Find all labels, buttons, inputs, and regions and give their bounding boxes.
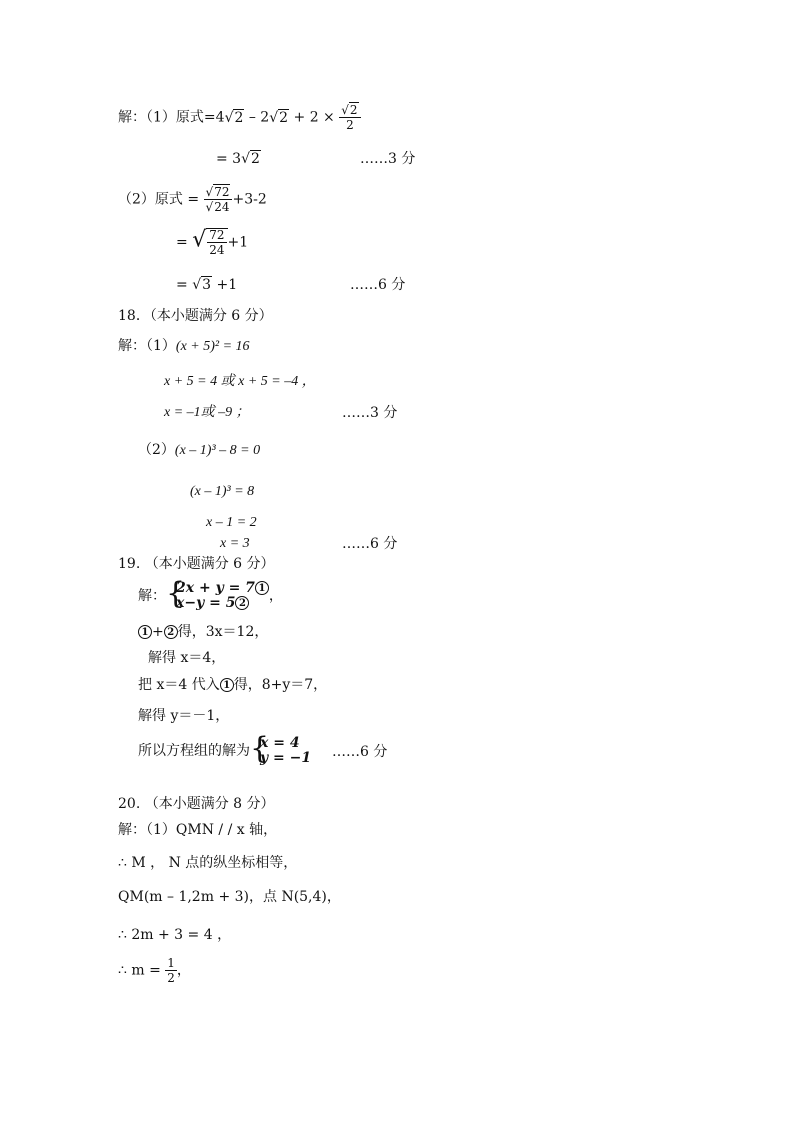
q18-line-6: x – 1 = 2 (206, 515, 257, 530)
circled-2: 2 (164, 625, 178, 639)
fraction: $\frac{1}{2}$ (167, 956, 175, 985)
score-label: ……6 分 (342, 536, 398, 552)
sqrt: √2 (269, 109, 289, 126)
score-label: ……3 分 (342, 405, 398, 421)
q18-line-3: x = –1或 –9 ； (164, 405, 250, 420)
q18-line-5: (x – 1)³ = 8 (190, 484, 255, 499)
q19-line-5: 解得 y＝－1， (138, 708, 230, 724)
circled-1: 1 (220, 678, 234, 692)
question-20-header: 20. （本小题满分 8 分） (118, 796, 275, 812)
score-label: ……3 分 (360, 151, 416, 167)
sqrt: √ $\frac{72}{24}$ (192, 228, 227, 256)
score-label: ……6 分 (350, 277, 406, 293)
q19-system: 解： { 2x + y = 7 1 x−y = 5 2 ， (138, 576, 283, 611)
q18-line-7: x = 3 (220, 536, 250, 551)
label: 解：（1）原式= (118, 109, 216, 126)
fraction: $\frac{√2}{2}$ (339, 104, 360, 131)
circled-1: 1 (255, 581, 269, 595)
solution-line-4: = √ $\frac{72}{24}$ +1 (176, 227, 249, 257)
q20-line-1: 解：（1）QMN / / x 轴， (118, 822, 278, 838)
solution-line-1: 解：（1）原式=4√2 – 2√2 + 2 × $\frac{√2}{2}$ (118, 104, 361, 131)
q19-line-6: 所以方程组的解为 { x = 4 y = −1 (138, 731, 312, 766)
q18-line-4: （2）(x – 1)³ – 8 = 0 (138, 442, 261, 458)
score-label: ……6 分 (332, 744, 388, 760)
solution-line-2: = 3√2 (216, 151, 260, 167)
q20-line-4: ∴ 2m + 3 = 4 ， (118, 927, 232, 943)
q18-line-2: x + 5 = 4 或 x + 5 = –4 ， (164, 374, 316, 389)
circled-2: 2 (235, 596, 249, 610)
circled-1: 1 (138, 625, 152, 639)
question-18-header: 18．（本小题满分 6 分） (118, 308, 273, 324)
q20-line-3: QM(m – 1,2m + 3)，点 N(5,4)， (118, 889, 341, 905)
fraction: $\frac{√72}{√24}$ (204, 186, 233, 213)
q19-line-3: 解得 x＝4， (148, 650, 226, 666)
sqrt: √2 (224, 109, 244, 126)
q19-line-2: 1 + 2 得，3x＝12， (138, 625, 268, 639)
q20-line-5: ∴ m = $\frac{1}{2}$ ， (118, 956, 191, 985)
q20-line-2: ∴ M ， N 点的纵坐标相等， (118, 855, 298, 871)
question-19-header: 19. （本小题满分 6 分） (118, 556, 275, 572)
solution-line-3: （2）原式 = $\frac{√72}{√24}$ +3-2 (118, 185, 267, 214)
solution-line-5: = √3 +1 (176, 277, 238, 293)
q19-line-4: 把 x＝4 代入 1 得，8+y＝7， (138, 677, 328, 693)
q18-line-1: 解：（1）(x + 5)² = 16 (118, 338, 250, 354)
